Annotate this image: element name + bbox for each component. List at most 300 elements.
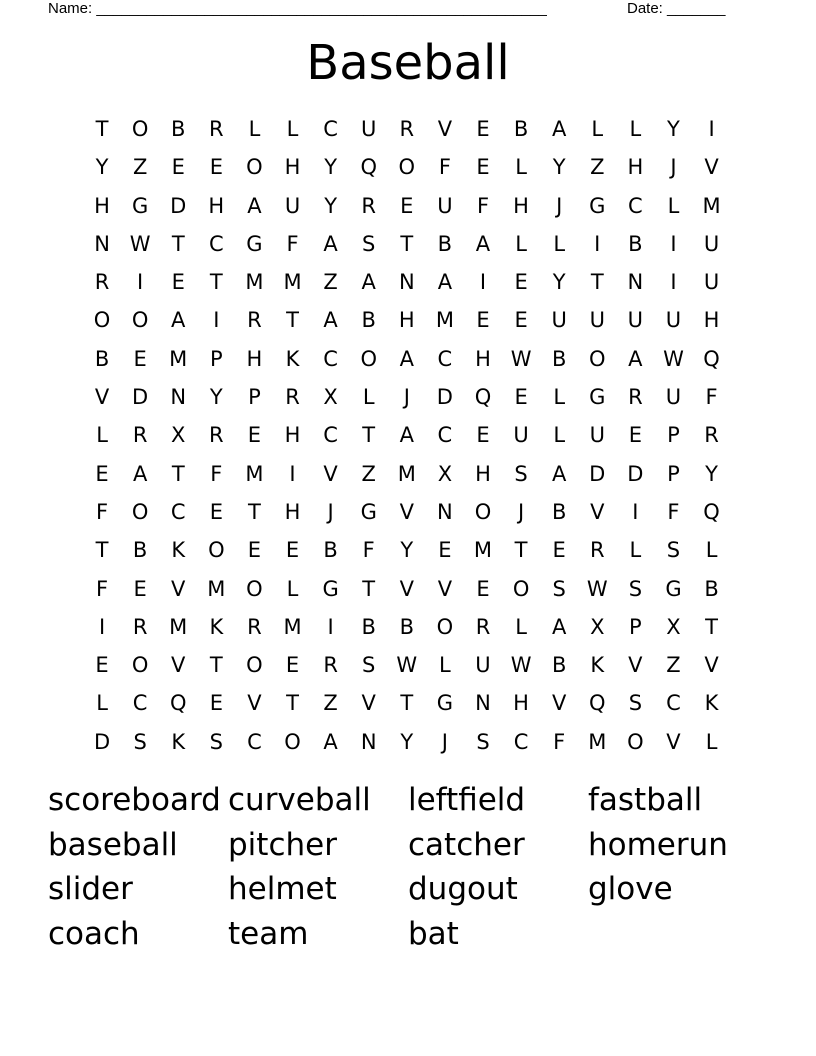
grid-letter: B (513, 117, 529, 141)
grid-letter: A (551, 117, 567, 141)
grid-letter: T (400, 231, 414, 256)
grid-letter: V (590, 499, 605, 524)
grid-letter: Q (169, 691, 187, 716)
grid-letter: U (361, 117, 377, 141)
grid-letter: V (399, 499, 414, 524)
grid-letter: N (475, 691, 491, 716)
grid-letter: R (399, 117, 415, 141)
word-list-item: glove (588, 871, 673, 908)
grid-letter: I (137, 270, 144, 295)
grid-letter: I (213, 308, 220, 333)
grid-letter: M (169, 346, 188, 371)
grid-letter: T (362, 576, 376, 601)
grid-letter: S (362, 231, 376, 256)
grid-letter: H (513, 193, 529, 218)
grid-letter: G (589, 385, 606, 410)
grid-letter: L (515, 614, 527, 639)
grid-letter: U (589, 423, 605, 448)
grid-letter: K (704, 691, 719, 716)
grid-letter: A (475, 231, 491, 256)
grid-letter: O (208, 538, 225, 563)
grid-letter: V (704, 653, 719, 678)
grid-letter: E (514, 308, 528, 333)
grid-letter: W (663, 346, 684, 371)
grid-letter: F (362, 538, 375, 563)
word-list-item: slider (48, 871, 133, 908)
word-list-item: helmet (228, 871, 337, 908)
grid-letter: R (94, 270, 110, 295)
grid-letter: J (517, 499, 525, 524)
grid-letter: E (552, 538, 566, 563)
grid-letter: S (628, 576, 643, 601)
grid-letter: M (283, 270, 302, 295)
grid-letter: U (665, 308, 682, 333)
grid-letter: T (705, 614, 718, 639)
word-list-item: homerun (588, 826, 728, 863)
grid-letter: Z (590, 155, 605, 180)
grid-letter: O (131, 117, 149, 141)
grid-letter: O (512, 576, 530, 601)
grid-letter: C (437, 346, 453, 371)
grid-letter: E (209, 499, 223, 524)
grid-letter: M (207, 576, 226, 601)
grid-letter: M (435, 308, 454, 333)
grid-letter: C (666, 691, 681, 716)
grid-letter: F (667, 499, 680, 524)
grid-letter: V (171, 576, 186, 601)
grid-letter: T (171, 461, 185, 486)
grid-letter: R (209, 423, 224, 448)
grid-letter: B (437, 231, 453, 256)
grid-letter: A (628, 346, 643, 371)
grid-letter: Y (705, 461, 718, 486)
grid-letter: S (362, 653, 376, 678)
grid-letter: E (476, 117, 490, 141)
grid-letter: W (510, 346, 532, 371)
grid-letter: A (323, 308, 338, 333)
grid-letter: B (551, 346, 567, 371)
grid-letter: H (398, 308, 415, 333)
grid-letter: L (629, 117, 642, 141)
grid-letter: L (248, 117, 261, 141)
grid-letter: A (399, 423, 414, 448)
grid-letter: O (398, 155, 416, 180)
grid-letter: E (400, 193, 414, 218)
grid-letter: B (551, 653, 567, 678)
grid-letter: O (284, 729, 301, 754)
grid-letter: C (323, 423, 338, 448)
grid-letter: W (396, 653, 418, 678)
grid-letter: H (246, 346, 263, 371)
grid-letter: H (513, 691, 529, 716)
grid-letter: R (247, 614, 262, 639)
grid-letter: U (551, 308, 567, 333)
grid-letter: T (248, 499, 261, 524)
grid-letter: H (627, 155, 644, 180)
grid-letter: H (475, 461, 491, 486)
grid-letter: N (627, 270, 644, 295)
grid-letter: L (286, 576, 299, 601)
grid-letter: U (475, 653, 491, 678)
grid-letter: A (171, 308, 186, 333)
grid-letter: N (94, 231, 110, 256)
grid-letter: L (286, 117, 299, 141)
grid-letter: I (327, 614, 334, 639)
grid-letter: T (209, 653, 223, 678)
grid-letter: C (132, 691, 148, 716)
grid-letter: Z (666, 653, 681, 678)
grid-letter: S (476, 729, 490, 754)
grid-letter: L (591, 117, 604, 141)
grid-letter: O (131, 653, 149, 678)
grid-letter: F (96, 576, 109, 601)
grid-letter: G (589, 193, 606, 218)
grid-letter: Q (703, 346, 720, 371)
grid-letter: O (246, 576, 263, 601)
grid-letter: U (703, 231, 720, 256)
grid-letter: Y (400, 729, 414, 754)
grid-letter: D (589, 461, 606, 486)
grid-letter: C (323, 117, 338, 141)
grid-letter: T (95, 538, 109, 563)
grid-letter: T (362, 423, 376, 448)
grid-letter: M (702, 193, 721, 218)
grid-letter: G (360, 499, 377, 524)
grid-letter: O (360, 346, 377, 371)
grid-letter: L (705, 729, 718, 754)
grid-letter: L (629, 538, 642, 563)
word-list-item: bat (408, 916, 459, 953)
grid-letter: E (171, 270, 185, 295)
grid-letter: E (95, 653, 109, 678)
grid-letter: V (171, 653, 186, 678)
grid-letter: G (436, 691, 454, 716)
grid-letter: P (209, 346, 223, 371)
grid-letter: M (283, 614, 302, 639)
grid-letter: L (553, 423, 566, 448)
grid-letter: X (171, 423, 186, 448)
grid-letter: F (476, 193, 490, 218)
grid-letter: A (551, 461, 567, 486)
grid-letter: I (98, 614, 106, 639)
grid-letter: G (322, 576, 339, 601)
grid-letter: G (246, 231, 263, 256)
grid-letter: H (284, 423, 301, 448)
grid-letter: Y (95, 155, 109, 180)
grid-letter: S (552, 576, 566, 601)
grid-letter: A (323, 729, 338, 754)
grid-letter: D (170, 193, 187, 218)
grid-letter: A (399, 346, 414, 371)
grid-letter: P (248, 385, 261, 410)
grid-letter: Q (589, 691, 606, 716)
grid-letter: O (627, 729, 644, 754)
grid-letter: D (132, 385, 149, 410)
grid-letter: G (132, 193, 149, 218)
grid-letter: O (131, 499, 149, 524)
grid-letter: B (551, 499, 567, 524)
grid-letter: L (362, 385, 375, 410)
grid-letter: V (323, 461, 338, 486)
grid-letter: Y (552, 155, 566, 180)
grid-letter: N (398, 270, 415, 295)
grid-letter: Q (703, 499, 720, 524)
grid-letter: U (284, 193, 301, 218)
grid-letter: M (245, 461, 264, 486)
grid-letter: J (403, 385, 410, 410)
grid-letter: A (551, 614, 567, 639)
grid-letter: K (171, 729, 186, 754)
grid-letter: B (361, 308, 376, 333)
grid-letter: W (129, 231, 151, 256)
grid-letter: H (284, 499, 301, 524)
grid-letter: R (589, 538, 605, 563)
grid-letter: U (703, 270, 720, 295)
grid-letter: Z (361, 461, 376, 486)
grid-letter: E (476, 576, 490, 601)
grid-letter: T (514, 538, 528, 563)
grid-letter: D (436, 385, 453, 410)
grid-letter: V (361, 691, 376, 716)
grid-letter: L (439, 653, 451, 678)
worksheet-header (48, 0, 748, 20)
word-list (48, 778, 768, 957)
grid-letter: E (628, 423, 642, 448)
letter-grid (83, 110, 731, 761)
grid-letter: O (246, 155, 263, 180)
grid-letter: S (666, 538, 681, 563)
word-list-item: pitcher (228, 826, 337, 863)
grid-letter: E (476, 155, 490, 180)
grid-letter: L (553, 385, 566, 410)
grid-letter: J (327, 499, 334, 524)
grid-letter: U (627, 308, 644, 333)
grid-letter: C (247, 729, 262, 754)
grid-letter: M (169, 614, 188, 639)
grid-letter: O (93, 308, 111, 333)
grid-letter: L (705, 538, 718, 563)
grid-letter: S (133, 729, 147, 754)
grid-letter: R (209, 117, 224, 141)
grid-letter: U (513, 423, 529, 448)
grid-letter: Y (209, 385, 223, 410)
grid-letter: R (628, 385, 643, 410)
grid-letter: E (438, 538, 452, 563)
grid-letter: B (361, 614, 376, 639)
grid-letter: U (589, 308, 605, 333)
grid-letter: T (171, 231, 185, 256)
grid-letter: V (399, 576, 414, 601)
grid-letter: O (474, 499, 492, 524)
grid-letter: A (361, 270, 376, 295)
grid-letter: H (284, 155, 301, 180)
grid-letter: E (514, 385, 528, 410)
grid-letter: B (628, 231, 643, 256)
grid-letter: E (133, 346, 147, 371)
grid-letter: V (437, 117, 453, 141)
grid-letter: D (627, 461, 644, 486)
grid-letter: L (667, 193, 680, 218)
grid-letter: N (360, 729, 377, 754)
grid-letter: L (515, 231, 527, 256)
grid-letter: D (93, 729, 111, 754)
grid-letter: B (94, 346, 110, 371)
grid-letter: C (170, 499, 186, 524)
grid-letter: U (665, 385, 682, 410)
grid-letter: E (476, 308, 490, 333)
grid-letter: B (704, 576, 719, 601)
grid-letter: X (323, 385, 338, 410)
grid-letter: L (96, 691, 108, 716)
grid-letter: S (628, 691, 643, 716)
grid-letter: G (665, 576, 682, 601)
grid-letter: P (629, 614, 642, 639)
grid-letter: J (670, 155, 677, 180)
grid-letter: N (437, 499, 453, 524)
grid-letter: I (708, 117, 715, 141)
grid-letter: I (670, 270, 677, 295)
grid-letter: E (133, 576, 147, 601)
grid-letter: E (209, 155, 223, 180)
grid-letter: K (590, 653, 605, 678)
grid-letter: V (551, 691, 567, 716)
grid-letter: F (553, 729, 566, 754)
grid-letter: N (170, 385, 187, 410)
word-list-item: scoreboard (48, 782, 221, 818)
grid-letter: I (289, 461, 296, 486)
grid-letter: A (323, 231, 338, 256)
grid-letter: T (286, 691, 299, 716)
grid-letter: E (209, 691, 223, 716)
grid-letter: J (441, 729, 448, 754)
grid-letter: S (514, 461, 528, 486)
name-field-label: Name: ______________________________________________________ (48, 0, 547, 17)
grid-letter: M (588, 729, 607, 754)
grid-letter: H (208, 193, 225, 218)
grid-letter: V (628, 653, 643, 678)
grid-letter: T (95, 117, 109, 141)
grid-letter: W (510, 653, 532, 678)
grid-letter: O (246, 653, 263, 678)
grid-letter: B (132, 538, 148, 563)
grid-letter: Z (323, 691, 338, 716)
word-list-item: dugout (408, 871, 518, 908)
grid-letter: E (476, 423, 490, 448)
grid-letter: V (704, 155, 719, 180)
grid-letter: R (132, 614, 148, 639)
grid-letter: H (475, 346, 491, 371)
grid-letter: L (96, 423, 108, 448)
grid-letter: E (171, 155, 185, 180)
grid-letter: E (95, 461, 109, 486)
grid-letter: T (400, 691, 414, 716)
word-list-item: team (228, 916, 309, 953)
word-list-item: catcher (408, 826, 525, 863)
grid-letter: S (209, 729, 223, 754)
grid-letter: Y (667, 117, 680, 141)
grid-letter: X (590, 614, 605, 639)
grid-letter: M (245, 270, 264, 295)
grid-letter: V (437, 576, 453, 601)
grid-letter: R (247, 308, 262, 333)
grid-letter: W (586, 576, 608, 601)
grid-letter: T (590, 270, 604, 295)
grid-letter: A (437, 270, 453, 295)
grid-letter: F (438, 155, 451, 180)
grid-letter: Y (324, 155, 338, 180)
grid-letter: V (666, 729, 681, 754)
grid-letter: E (247, 423, 262, 448)
grid-letter: X (666, 614, 681, 639)
grid-letter: C (437, 423, 453, 448)
grid-letter: E (285, 653, 300, 678)
word-list-item: curveball (228, 782, 371, 818)
grid-letter: F (286, 231, 299, 256)
page-title: Baseball (306, 35, 510, 91)
grid-letter: X (437, 461, 453, 486)
grid-letter: E (285, 538, 300, 563)
grid-letter: L (553, 231, 566, 256)
grid-letter: Z (323, 270, 338, 295)
grid-letter: Y (400, 538, 414, 563)
grid-letter: P (667, 461, 680, 486)
grid-letter: T (286, 308, 299, 333)
grid-letter: H (703, 308, 720, 333)
grid-letter: Y (324, 193, 338, 218)
grid-letter: B (171, 117, 186, 141)
grid-letter: F (210, 461, 223, 486)
grid-letter: E (514, 270, 528, 295)
grid-letter: O (436, 614, 454, 639)
word-list-item: coach (48, 916, 140, 953)
grid-letter: Z (132, 155, 148, 180)
grid-letter: K (171, 538, 186, 563)
word-list-item: leftfield (408, 782, 526, 818)
grid-letter: V (247, 691, 262, 716)
grid-letter: R (285, 385, 300, 410)
grid-letter: Q (474, 385, 492, 410)
grid-letter: K (285, 346, 300, 371)
grid-letter: L (515, 155, 527, 180)
grid-letter: Y (552, 270, 566, 295)
grid-letter: A (247, 193, 262, 218)
grid-letter: C (628, 193, 643, 218)
grid-letter: J (556, 193, 563, 218)
grid-letter: C (323, 346, 338, 371)
grid-letter: U (437, 193, 453, 218)
grid-letter: M (397, 461, 416, 486)
grid-letter: K (209, 614, 224, 639)
grid-letter: I (632, 499, 639, 524)
grid-letter: R (323, 653, 338, 678)
word-list-item: fastball (588, 782, 703, 818)
grid-letter: F (96, 499, 109, 524)
grid-letter: F (705, 385, 718, 410)
grid-letter: O (589, 346, 606, 371)
grid-letter: A (132, 461, 148, 486)
grid-letter: B (399, 614, 414, 639)
grid-letter: R (361, 193, 376, 218)
grid-letter: B (323, 538, 338, 563)
grid-letter: C (513, 729, 529, 754)
grid-letter: I (670, 231, 677, 256)
grid-letter: E (247, 538, 262, 563)
grid-letter: Q (360, 155, 377, 180)
grid-letter: R (475, 614, 491, 639)
grid-letter: I (479, 270, 487, 295)
word-list-item: baseball (48, 826, 178, 863)
grid-letter: C (208, 231, 224, 256)
